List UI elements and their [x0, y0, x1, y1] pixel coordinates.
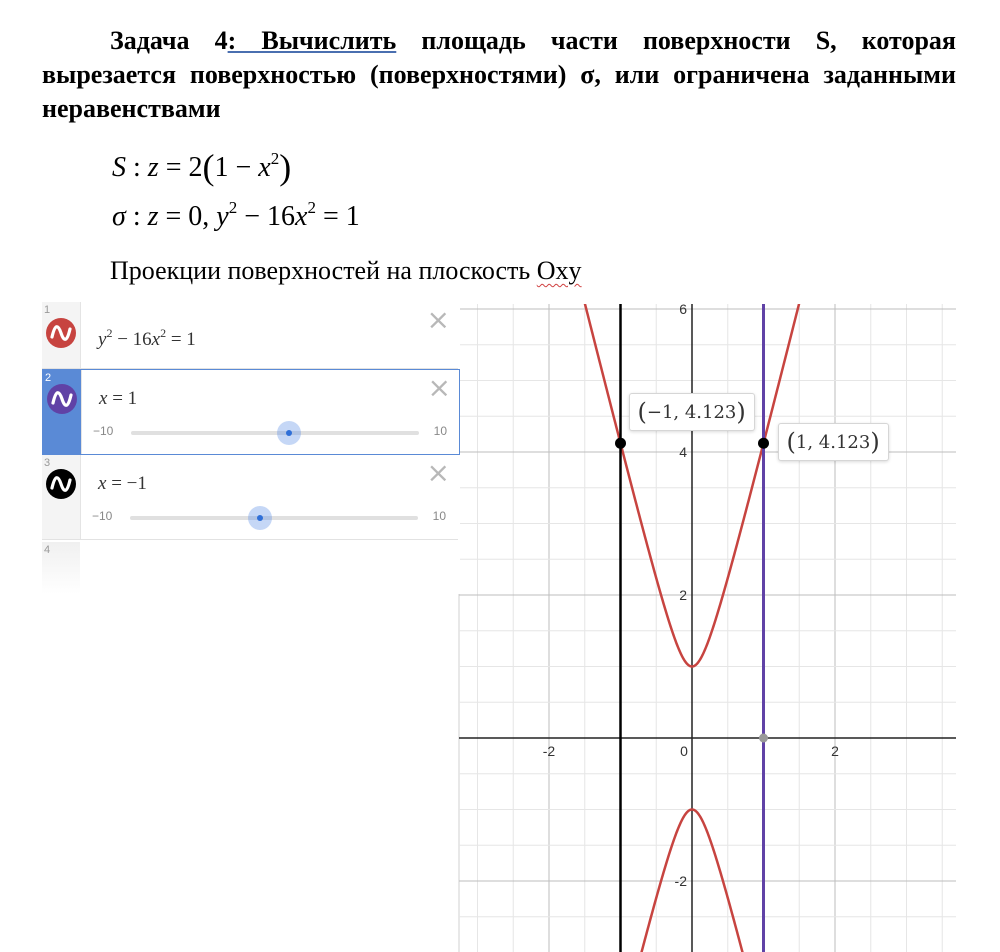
expression-latex[interactable] — [99, 388, 137, 410]
expr-eq: = 1 — [107, 388, 138, 409]
expression-index: 2 — [45, 372, 52, 384]
formula2-y: y — [216, 201, 229, 232]
expression-list — [42, 302, 460, 594]
delete-expression-icon[interactable]: × — [426, 456, 450, 489]
expr-ypow: 2 — [106, 326, 113, 340]
formula-rparen: ) — [279, 147, 292, 187]
slider-track[interactable] — [131, 431, 419, 435]
slider-thumb[interactable] — [248, 506, 272, 530]
intersection-point[interactable] — [758, 438, 769, 449]
x-tick-label: 0 — [680, 743, 688, 759]
expression-row-1[interactable] — [42, 302, 458, 369]
slider-track[interactable] — [130, 516, 418, 520]
y-tick-label: -2 — [674, 873, 687, 889]
x-tick-label: -2 — [542, 743, 556, 759]
task-link[interactable]: : Вычислить — [227, 26, 397, 55]
formula-z: z — [147, 152, 159, 183]
delete-expression-icon[interactable]: × — [427, 371, 451, 404]
formula2-tail: = 1 — [315, 201, 360, 232]
slider-min: −10 — [93, 424, 114, 438]
expression-latex[interactable] — [98, 473, 147, 495]
expr-mid: − 16 — [112, 329, 152, 350]
formula2-sep: : — [125, 201, 148, 232]
expr-tail: = 1 — [166, 329, 196, 350]
formula-sep: : — [126, 152, 148, 183]
formula2-minus: − 16 — [237, 201, 296, 232]
formula-pow: 2 — [270, 149, 280, 168]
formula2-xpow: 2 — [307, 198, 316, 217]
y-tick-label: 6 — [679, 301, 687, 317]
graph-style-icon[interactable] — [46, 469, 76, 499]
expression-index: 4 — [44, 544, 51, 556]
formula2-x: x — [295, 201, 308, 232]
slider-min: −10 — [92, 509, 113, 523]
formula-s: S — [112, 152, 126, 183]
formula2-z: z — [147, 201, 159, 232]
graph-style-icon[interactable] — [46, 318, 76, 348]
point-label[interactable]: (1, 4.123) — [778, 423, 889, 461]
expr-var: x — [99, 388, 108, 409]
task-lead: Задача 4 — [110, 26, 228, 55]
projection-text: Проекции поверхностей на плоскость — [110, 256, 537, 285]
expression-gutter — [42, 302, 81, 368]
y-tick-label: 2 — [679, 587, 687, 603]
graph-style-icon[interactable] — [47, 384, 77, 414]
expression-latex[interactable] — [98, 326, 196, 351]
x-tick-label: 2 — [831, 743, 839, 759]
formula2-ypow: 2 — [228, 198, 238, 217]
slider-max: 10 — [432, 509, 446, 523]
task-text: площадь части поверхности S, которая вырезается поверхностью (поверхностями) σ, или ограничена заданными неравенствами — [42, 26, 957, 123]
expression-index: 1 — [44, 304, 51, 316]
expr-eq: = −1 — [106, 473, 147, 494]
slider-max: 10 — [433, 424, 447, 438]
formula-eq: = 2 — [158, 152, 203, 183]
projection-oxy: Oxy — [536, 256, 582, 285]
formula-x: x — [258, 152, 271, 183]
formula-lparen: ( — [202, 147, 215, 187]
slider-thumb[interactable] — [277, 421, 301, 445]
slider[interactable] — [88, 507, 458, 527]
formula-sigma-symbol: σ — [112, 201, 126, 232]
intersection-point[interactable] — [615, 438, 626, 449]
expression-index: 3 — [44, 457, 51, 469]
new-expression-gutter[interactable] — [42, 542, 80, 594]
expr-y: y — [98, 329, 107, 350]
point-label[interactable]: (−1, 4.123) — [629, 393, 755, 431]
expression-row-2[interactable] — [42, 369, 460, 455]
expression-gutter — [43, 370, 82, 454]
axis-intercept-point[interactable] — [759, 734, 768, 743]
point-label-text: −1, 4.123 — [646, 402, 737, 424]
expression-row-3[interactable] — [42, 455, 458, 540]
delete-expression-icon[interactable]: × — [426, 303, 450, 336]
point-label-text: 1, 4.123 — [795, 432, 871, 454]
expr-xpow: 2 — [160, 326, 167, 340]
y-tick-label: 4 — [679, 444, 687, 460]
formula2-eq: = 0, — [158, 201, 217, 232]
expression-gutter — [42, 455, 81, 539]
expr-var: x — [98, 473, 107, 494]
formula-one: 1 − — [214, 152, 259, 183]
slider[interactable] — [89, 422, 459, 442]
expr-x: x — [151, 329, 161, 350]
